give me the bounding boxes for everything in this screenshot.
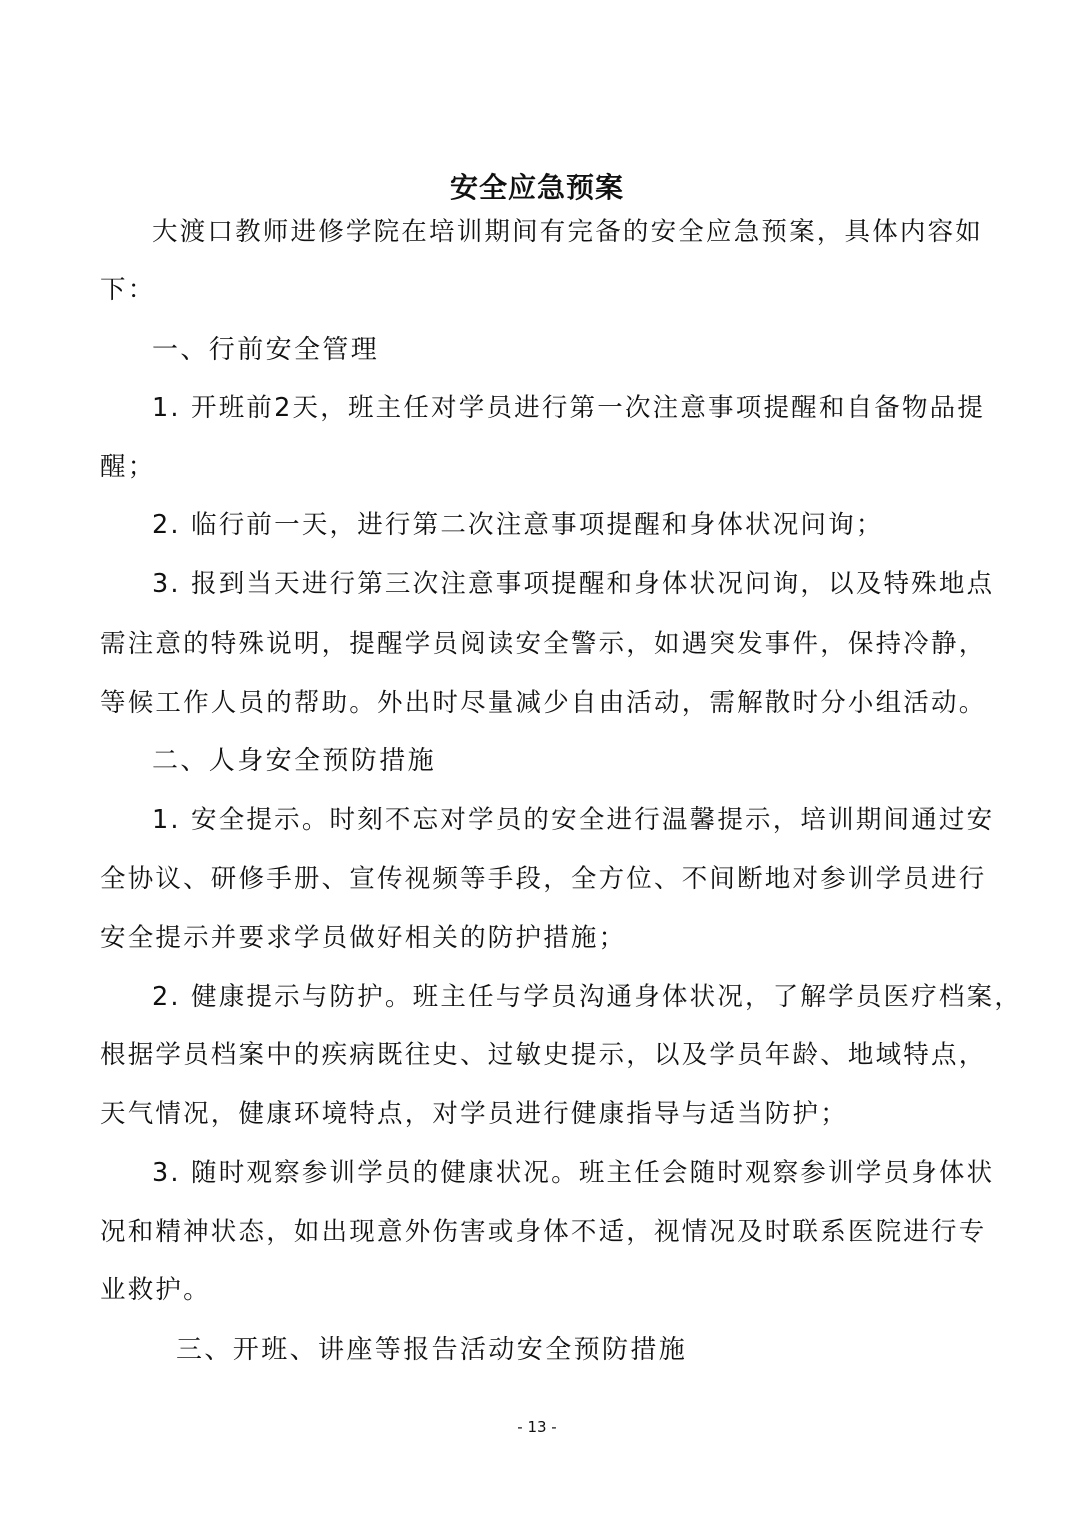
section-1-item-1-line-1: 1. 开班前2天，班主任对学员进行第一次注意事项提醒和自备物品提 <box>152 393 986 423</box>
section-2-item-2-line-1: 2. 健康提示与防护。班主任与学员沟通身体状况，了解学员医疗档案， <box>152 982 1023 1012</box>
section-1-item-2-line-1: 2. 临行前一天，进行第二次注意事项提醒和身体状况问询； <box>152 510 884 540</box>
section-2-item-1-line-2: 全协议、研修手册、宣传视频等手段，全方位、不间断地对参训学员进行 <box>100 864 987 894</box>
section-2-item-2-line-3: 天气情况，健康环境特点，对学员进行健康指导与适当防护； <box>100 1099 848 1129</box>
intro-line-2: 下： <box>100 275 156 305</box>
intro-line-1: 大渡口教师进修学院在培训期间有完备的安全应急预案，具体内容如 <box>152 217 984 247</box>
section-2-item-1-line-3: 安全提示并要求学员做好相关的防护措施； <box>100 923 627 953</box>
page-number: - 13 - <box>517 1418 557 1436</box>
section-3-heading: 三、开班、讲座等报告活动安全预防措施 <box>176 1335 688 1365</box>
document-title: 安全应急预案 <box>449 171 624 204</box>
section-2-item-3-line-2: 况和精神状态，如出现意外伤害或身体不适，视情况及时联系医院进行专 <box>100 1217 987 1247</box>
section-2-item-2-line-2: 根据学员档案中的疾病既往史、过敏史提示，以及学员年龄、地域特点， <box>100 1040 987 1070</box>
section-1-item-1-line-2: 醒； <box>100 452 156 482</box>
section-2-item-3-line-3: 业救护。 <box>100 1275 211 1305</box>
section-1-item-3-line-2: 需注意的特殊说明，提醒学员阅读安全警示，如遇突发事件，保持冷静， <box>100 629 987 659</box>
section-1-item-3-line-1: 3. 报到当天进行第三次注意事项提醒和身体状况问询，以及特殊地点 <box>152 569 995 599</box>
section-2-heading: 二、人身安全预防措施 <box>152 746 437 776</box>
section-1-heading: 一、行前安全管理 <box>152 335 380 365</box>
section-2-item-1-line-1: 1. 安全提示。时刻不忘对学员的安全进行温馨提示，培训期间通过安 <box>152 805 995 835</box>
section-2-item-3-line-1: 3. 随时观察参训学员的健康状况。班主任会随时观察参训学员身体状 <box>152 1158 995 1188</box>
section-1-item-3-line-3: 等候工作人员的帮助。外出时尽量减少自由活动，需解散时分小组活动。 <box>100 688 987 718</box>
